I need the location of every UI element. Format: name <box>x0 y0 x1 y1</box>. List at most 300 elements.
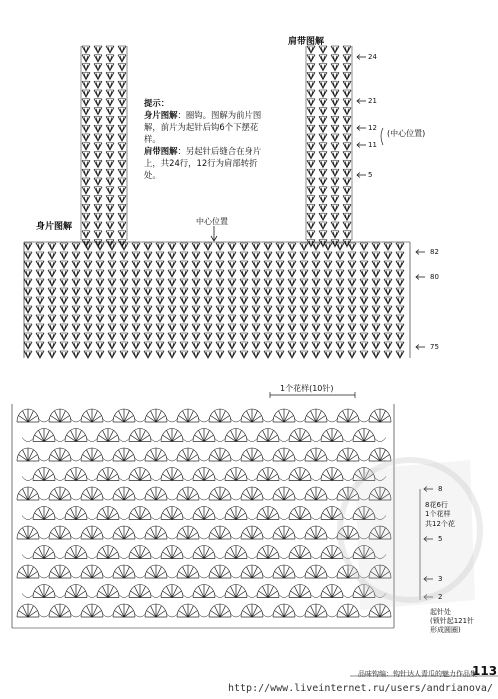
body-stitch <box>396 243 404 250</box>
body-stitch <box>84 279 92 286</box>
body-stitch <box>180 279 188 286</box>
body-stitch <box>228 270 236 277</box>
right-strap-stitch <box>331 99 339 106</box>
left-strap-stitch <box>94 160 102 167</box>
body-stitch <box>204 324 212 331</box>
body-stitch <box>48 342 56 349</box>
lace-chain <box>150 516 162 520</box>
left-strap-stitch <box>106 81 114 88</box>
lace-fan <box>17 487 39 500</box>
body-stitch <box>252 324 260 331</box>
right-strap-stitch <box>331 90 339 97</box>
body-stitch <box>396 306 404 313</box>
right-strap-stitch <box>343 46 351 53</box>
body-stitch <box>216 315 224 322</box>
lace-chain <box>102 574 114 578</box>
lace-fan <box>177 526 199 539</box>
right-strap-stitch <box>331 143 339 150</box>
body-stitch <box>108 333 116 340</box>
lace-chain <box>246 516 258 520</box>
right-strap-stitch <box>331 196 339 203</box>
body-stitch <box>288 315 296 322</box>
start-detail-1: (锁针起121针 <box>430 617 475 625</box>
left-strap-stitch <box>94 143 102 150</box>
right-strap-stitch <box>343 231 351 238</box>
lace-fan <box>193 468 215 481</box>
right-strap-stitch <box>307 152 315 159</box>
body-stitch <box>372 252 380 259</box>
body-stitch <box>192 270 200 277</box>
body-stitch <box>156 315 164 322</box>
body-stitch <box>228 351 236 358</box>
lace-chain <box>294 457 306 461</box>
body-stitch <box>24 252 32 259</box>
lace-chain <box>230 613 242 617</box>
lace-chain <box>214 555 226 559</box>
lace-fan <box>337 448 359 461</box>
body-stitch <box>312 333 320 340</box>
book-title: 品味钩编：钩针达人青瓜的魅力作品集 <box>358 670 477 678</box>
lace-fan <box>33 468 55 481</box>
body-stitch <box>168 315 176 322</box>
body-stitch <box>324 243 332 250</box>
body-stitch <box>276 252 284 259</box>
start-detail-2: 形成圆圈) <box>430 626 461 634</box>
body-stitch <box>300 261 308 268</box>
lace-fan <box>161 468 183 481</box>
body-stitch <box>216 351 224 358</box>
left-strap-stitch <box>106 152 114 159</box>
left-strap-stitch <box>106 178 114 185</box>
body-stitch <box>84 270 92 277</box>
body-stitch <box>312 270 320 277</box>
body-stitch <box>180 288 188 295</box>
body-stitch <box>60 333 68 340</box>
lace-fan <box>177 487 199 500</box>
body-stitch <box>336 306 344 313</box>
lace-chain <box>326 418 338 422</box>
body-stitch <box>396 279 404 286</box>
body-stitch <box>144 351 152 358</box>
body-stitch <box>48 252 56 259</box>
left-strap-stitch <box>106 143 114 150</box>
body-stitch <box>252 261 260 268</box>
body-stitch <box>132 333 140 340</box>
body-stitch <box>120 288 128 295</box>
body-stitch <box>204 288 212 295</box>
body-stitch <box>324 288 332 295</box>
right-strap-stitch <box>343 99 351 106</box>
body-stitch <box>96 261 104 268</box>
body-stitch <box>228 252 236 259</box>
lace-chain <box>166 457 178 461</box>
lace-chain <box>198 496 210 500</box>
body-stitch <box>252 351 260 358</box>
body-stitch <box>132 297 140 304</box>
strap-row-24: 24 <box>368 53 377 61</box>
right-strap-stitch <box>319 108 327 115</box>
left-strap-stitch <box>118 231 126 238</box>
body-stitch <box>168 270 176 277</box>
lace-fan <box>177 565 199 578</box>
body-stitch <box>252 288 260 295</box>
lace-chain <box>374 438 386 442</box>
body-stitch <box>180 315 188 322</box>
lace-chain <box>70 613 82 617</box>
body-stitch <box>252 252 260 259</box>
body-stitch <box>348 351 356 358</box>
body-stitch <box>384 333 392 340</box>
left-strap-stitch <box>106 160 114 167</box>
left-strap-stitch <box>106 196 114 203</box>
body-stitch <box>192 243 200 250</box>
body-stitch <box>288 288 296 295</box>
lace-chain <box>118 477 130 481</box>
body-stitch <box>144 342 152 349</box>
left-strap-stitch <box>82 222 90 229</box>
body-stitch <box>120 297 128 304</box>
body-stitch <box>288 297 296 304</box>
right-strap-stitch <box>307 55 315 62</box>
body-stitch <box>48 270 56 277</box>
body-stitch <box>336 297 344 304</box>
right-strap-stitch <box>319 222 327 229</box>
body-stitch <box>384 297 392 304</box>
body-stitch <box>72 315 80 322</box>
lace-fan <box>241 409 263 422</box>
lace-fan <box>177 448 199 461</box>
body-stitch <box>276 333 284 340</box>
strap-row-21: 21 <box>368 97 377 105</box>
right-strap-stitch <box>307 72 315 79</box>
body-stitch <box>48 261 56 268</box>
right-strap-stitch <box>331 116 339 123</box>
lace-chain <box>38 496 50 500</box>
right-strap-stitch <box>331 213 339 220</box>
body-stitch <box>216 270 224 277</box>
lace-fan <box>193 585 215 598</box>
body-stitch <box>120 261 128 268</box>
body-stitch <box>192 288 200 295</box>
left-strap-stitch <box>106 108 114 115</box>
body-stitch <box>312 315 320 322</box>
body-stitch <box>36 261 44 268</box>
right-strap-stitch <box>319 213 327 220</box>
body-stitch <box>324 351 332 358</box>
body-stitch <box>240 306 248 313</box>
body-stitch <box>192 324 200 331</box>
right-strap-stitch <box>307 116 315 123</box>
body-stitch <box>252 333 260 340</box>
body-stitch <box>108 288 116 295</box>
body-stitch <box>348 342 356 349</box>
strap-chart-title: 肩带图解 <box>288 37 325 47</box>
body-stitch <box>336 243 344 250</box>
body-stitch <box>384 315 392 322</box>
lace-chain <box>278 477 290 481</box>
lace-chain <box>278 555 290 559</box>
left-strap-stitch <box>82 90 90 97</box>
body-stitch <box>84 288 92 295</box>
lace-chain <box>86 477 98 481</box>
body-stitch <box>204 342 212 349</box>
lace-fan <box>257 468 279 481</box>
body-stitch <box>336 279 344 286</box>
body-stitch <box>288 324 296 331</box>
body-stitch <box>324 297 332 304</box>
body-stitch <box>276 261 284 268</box>
body-stitch <box>192 342 200 349</box>
lace-fan <box>145 409 167 422</box>
page-number: 113 <box>472 664 498 678</box>
body-stitch <box>276 270 284 277</box>
lace-fan <box>145 526 167 539</box>
right-strap-stitch <box>331 108 339 115</box>
lace-chain <box>54 555 66 559</box>
body-stitch <box>132 270 140 277</box>
body-stitch <box>396 288 404 295</box>
left-strap-stitch <box>82 46 90 53</box>
body-stitch <box>72 288 80 295</box>
body-stitch <box>360 342 368 349</box>
body-stitch <box>72 261 80 268</box>
body-stitch <box>192 351 200 358</box>
right-strap-stitch <box>343 213 351 220</box>
lace-chain <box>342 438 354 442</box>
body-stitch <box>60 297 68 304</box>
body-stitch <box>108 342 116 349</box>
body-stitch <box>60 288 68 295</box>
lace-chain <box>150 555 162 559</box>
right-strap-stitch <box>343 90 351 97</box>
right-strap-stitch <box>319 152 327 159</box>
left-strap-stitch <box>118 125 126 132</box>
body-stitch <box>168 342 176 349</box>
lace-chain <box>166 418 178 422</box>
lace-chain <box>182 594 194 598</box>
lace-fan <box>145 487 167 500</box>
body-stitch <box>360 306 368 313</box>
left-strap-stitch <box>94 152 102 159</box>
right-strap-stitch <box>319 187 327 194</box>
body-stitch <box>240 279 248 286</box>
right-strap-stitch <box>343 64 351 71</box>
body-stitch <box>348 324 356 331</box>
body-stitch <box>324 252 332 259</box>
left-strap-stitch <box>118 204 126 211</box>
left-strap-stitch <box>82 125 90 132</box>
body-stitch <box>264 252 272 259</box>
body-stitch <box>36 270 44 277</box>
body-stitch <box>48 324 56 331</box>
lace-fan <box>113 526 135 539</box>
body-stitch <box>372 288 380 295</box>
lace-fan <box>161 585 183 598</box>
body-stitch <box>144 333 152 340</box>
lace-fan <box>129 468 151 481</box>
lace-chain <box>166 535 178 539</box>
body-stitch <box>216 288 224 295</box>
body-stitch <box>36 333 44 340</box>
right-strap-stitch <box>307 160 315 167</box>
lace-chain <box>294 496 306 500</box>
body-stitch <box>144 297 152 304</box>
body-stitch <box>180 342 188 349</box>
body-stitch <box>60 342 68 349</box>
left-strap-stitch <box>106 72 114 79</box>
body-stitch <box>228 342 236 349</box>
right-strap-stitch <box>307 213 315 220</box>
lace-chain <box>310 555 322 559</box>
body-stitch <box>60 324 68 331</box>
lace-chain <box>118 594 130 598</box>
body-stitch <box>336 333 344 340</box>
body-stitch <box>192 315 200 322</box>
lace-fan <box>129 429 151 442</box>
body-stitch <box>192 261 200 268</box>
right-strap-stitch <box>343 196 351 203</box>
lace-fan <box>65 507 87 520</box>
body-stitch <box>288 333 296 340</box>
right-strap-stitch <box>343 72 351 79</box>
body-stitch <box>144 288 152 295</box>
right-strap-stitch <box>319 196 327 203</box>
body-stitch <box>312 243 320 250</box>
strap-row-11: 11 <box>368 141 377 149</box>
lace-chain <box>150 594 162 598</box>
body-chart-title: 身片图解 <box>36 222 73 232</box>
right-strap-stitch <box>307 196 315 203</box>
left-strap-stitch <box>118 46 126 53</box>
body-stitch <box>336 315 344 322</box>
lace-fan <box>49 565 71 578</box>
lace-chain <box>118 516 130 520</box>
body-stitch <box>180 243 188 250</box>
lace-chain <box>86 555 98 559</box>
lace-fan <box>33 507 55 520</box>
body-stitch <box>264 261 272 268</box>
body-stitch <box>372 351 380 358</box>
lace-fan <box>17 526 39 539</box>
left-strap-stitch <box>82 160 90 167</box>
lace-chain <box>54 438 66 442</box>
lace-chain <box>294 535 306 539</box>
body-stitch <box>192 306 200 313</box>
body-stitch <box>156 243 164 250</box>
body-stitch <box>252 270 260 277</box>
lace-fan <box>81 526 103 539</box>
lace-chain <box>134 496 146 500</box>
body-stitch <box>324 333 332 340</box>
strap-center-brace <box>381 128 383 145</box>
right-strap-stitch <box>319 72 327 79</box>
right-strap-stitch <box>319 116 327 123</box>
lace-chain <box>38 457 50 461</box>
left-strap-stitch <box>106 64 114 71</box>
lace-chain <box>102 457 114 461</box>
right-strap-stitch <box>343 222 351 229</box>
body-stitch <box>120 351 128 358</box>
body-stitch <box>312 252 320 259</box>
body-stitch <box>132 342 140 349</box>
lace-row-8: 8 <box>438 485 443 493</box>
body-stitch <box>180 261 188 268</box>
body-stitch <box>396 342 404 349</box>
lace-fan <box>17 409 39 422</box>
body-stitch <box>72 270 80 277</box>
right-strap-stitch <box>319 143 327 150</box>
body-stitch <box>72 324 80 331</box>
lace-chain <box>246 594 258 598</box>
right-strap-stitch <box>343 204 351 211</box>
body-stitch <box>348 261 356 268</box>
body-stitch <box>264 279 272 286</box>
lace-chain <box>294 418 306 422</box>
right-strap-stitch <box>343 152 351 159</box>
lace-chain <box>166 574 178 578</box>
body-stitch <box>36 315 44 322</box>
lace-fan <box>161 507 183 520</box>
right-strap-stitch <box>307 143 315 150</box>
body-stitch <box>384 243 392 250</box>
left-strap-stitch <box>118 169 126 176</box>
right-strap-stitch <box>343 116 351 123</box>
right-strap-stitch <box>331 134 339 141</box>
body-stitch <box>372 279 380 286</box>
body-stitch <box>228 279 236 286</box>
lace-row-2: 2 <box>438 593 443 601</box>
lace-fan <box>113 487 135 500</box>
lace-fan <box>81 409 103 422</box>
lace-fan <box>321 468 343 481</box>
lace-fan <box>209 487 231 500</box>
body-stitch <box>84 261 92 268</box>
body-stitch <box>84 333 92 340</box>
lace-chain <box>262 457 274 461</box>
body-stitch <box>204 351 212 358</box>
left-strap-stitch <box>94 187 102 194</box>
lace-fan <box>145 604 167 617</box>
note-strap-text: ：另起针后缝合在身片上，共24行，12行为肩部转折处。 <box>144 146 262 180</box>
body-stitch <box>60 306 68 313</box>
lace-fan <box>273 526 295 539</box>
body-stitch <box>120 270 128 277</box>
body-stitch <box>108 279 116 286</box>
right-strap-stitch <box>343 178 351 185</box>
body-stitch <box>264 270 272 277</box>
lace-chain <box>294 574 306 578</box>
lace-fan <box>129 507 151 520</box>
lace-fan <box>337 409 359 422</box>
body-stitch <box>132 351 140 358</box>
left-strap-stitch <box>82 231 90 238</box>
body-stitch <box>72 279 80 286</box>
left-strap-stitch <box>94 204 102 211</box>
body-stitch <box>60 351 68 358</box>
body-stitch <box>24 315 32 322</box>
right-strap-stitch <box>331 178 339 185</box>
lace-fan <box>97 429 119 442</box>
lace-chain <box>326 574 338 578</box>
body-stitch <box>240 288 248 295</box>
body-stitch <box>108 270 116 277</box>
right-strap-stitch <box>307 204 315 211</box>
body-stitch <box>228 324 236 331</box>
body-stitch <box>264 324 272 331</box>
lace-fan <box>257 507 279 520</box>
left-strap-stitch <box>94 222 102 229</box>
lace-fan <box>273 604 295 617</box>
